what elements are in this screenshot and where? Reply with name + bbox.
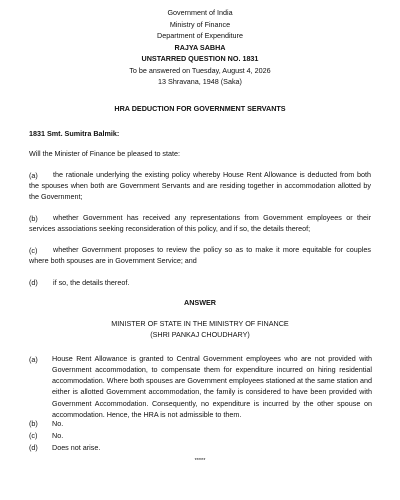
asker-name: 1831 Smt. Sumitra Balmik: <box>29 128 120 138</box>
question-a-label: (a) <box>29 170 38 180</box>
question-b-text <box>29 212 371 235</box>
minister-name: (SHRI PANKAJ CHOUDHARY) <box>150 330 250 339</box>
answer-a-label: (a) <box>29 354 38 364</box>
answer-d-label: (d) <box>29 442 38 452</box>
org-line-ministry: Ministry of Finance <box>169 19 231 29</box>
answer-a-text: House Rent Allowance is granted to Central Government employees who are not provided with Government accommodation, to compensate them for expenditure incurred on hiring residential accommodation. Where both spouses are Government employees stationed at the same station and either is allotted Government accommodation, the family is considered to have been provided with Government Accommodation. Consequently, no expenditure is incurred by the other spouse on accommodation. Hence, the HRA is not admissible to them. <box>52 353 372 419</box>
answer-c-text: No. <box>52 430 64 440</box>
question-c-body: whether Government proposes to review the policy so as to make it more equitable for couples where both spouses are in Government Service; and <box>29 244 371 265</box>
org-line-government: Government of India <box>167 8 233 17</box>
house-name: RAJYA SABHA <box>174 42 226 52</box>
answer-b-text: No. <box>52 418 64 428</box>
question-b-label: (b) <box>29 213 38 223</box>
question-a-text <box>29 169 371 203</box>
question-d-label: (d) <box>29 277 38 287</box>
question-intro: Will the Minister of Finance be pleased to state: <box>29 148 181 158</box>
answer-heading: ANSWER <box>184 297 216 307</box>
question-d-text: if so, the details thereof. <box>53 277 130 287</box>
question-a-body: the rationale underlying the existing policy whereby House Rent Allowance is deducted from both the spouses when both are Government Servants and are residing together in accommodation allotted by the Government; <box>29 169 371 202</box>
saka-date: 13 Shravana, 1948 (Saka) <box>158 77 242 86</box>
answer-b-label: (b) <box>29 418 38 428</box>
question-b-body: whether Government has received any representations from Government employees or their services associations seeking reconsideration of this policy, and if so, the details thereof; <box>29 212 371 233</box>
answer-d-text: Does not arise. <box>52 442 101 452</box>
question-number: UNSTARRED QUESTION NO. 1831 <box>141 54 259 63</box>
minister-title: MINISTER OF STATE IN THE MINISTRY OF FINANCE <box>111 318 289 328</box>
answer-c-label: (c) <box>29 430 38 440</box>
subject-title: HRA DEDUCTION FOR GOVERNMENT SERVANTS <box>114 103 286 113</box>
question-c-label: (c) <box>29 245 38 255</box>
question-c-text <box>29 244 371 267</box>
answer-date: To be answered on Tuesday, August 4, 2026 <box>129 65 271 75</box>
end-mark: ***** <box>194 458 206 464</box>
org-line-department: Department of Expenditure <box>157 31 243 40</box>
